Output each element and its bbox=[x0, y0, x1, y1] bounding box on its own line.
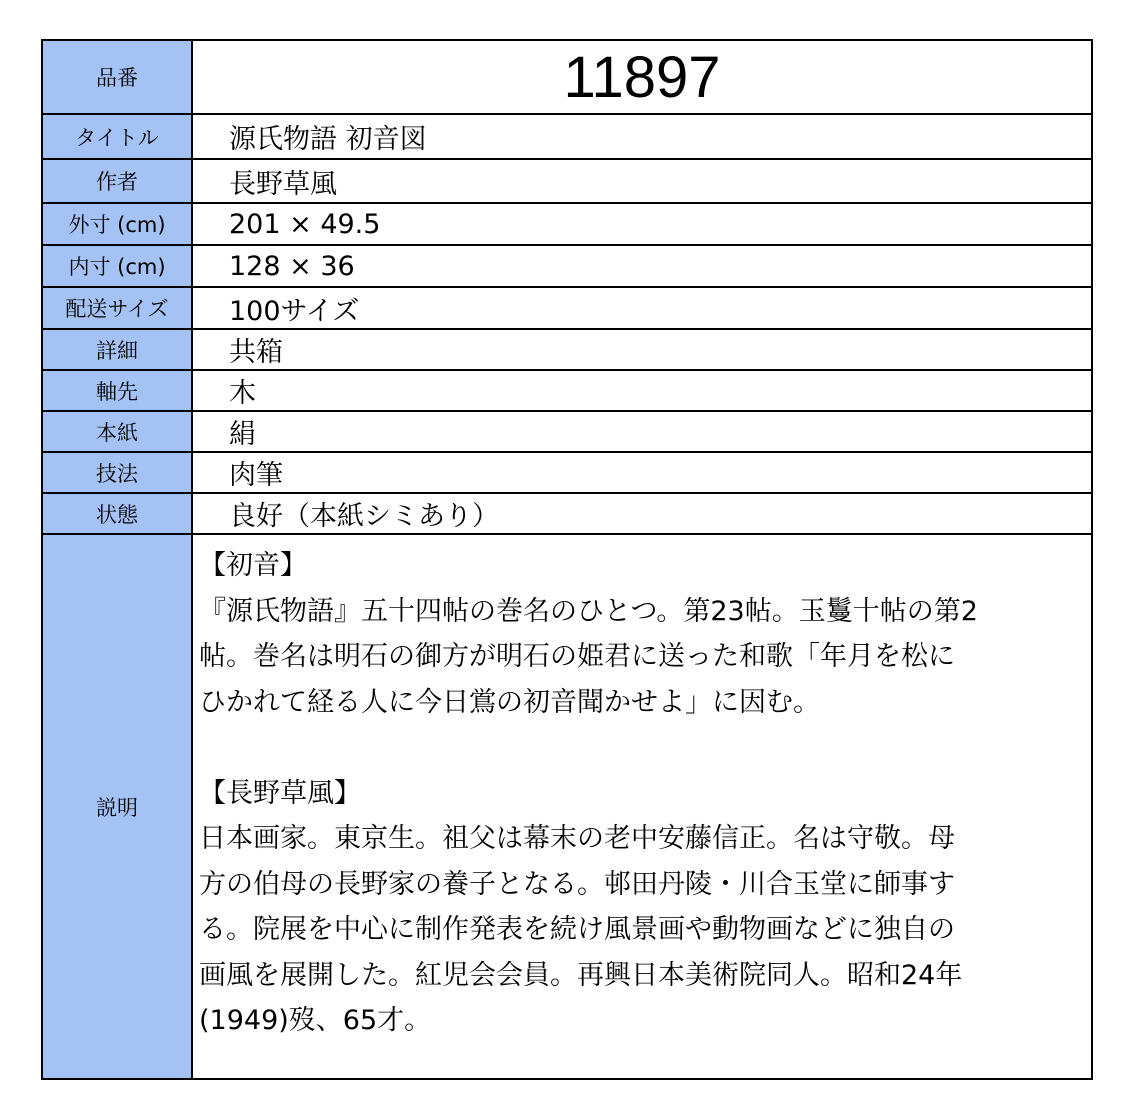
outer-size-label: 外寸 (cm) bbox=[42, 203, 192, 245]
outer-size-value: 201 × 49.5 bbox=[192, 203, 1092, 245]
section2-line: る。院展を中心に制作発表を続け風景画や動物画などに独自の bbox=[199, 914, 955, 945]
row-outer-size bbox=[42, 203, 1092, 245]
paragraph-gap bbox=[199, 725, 1085, 771]
roller-ends-label: 軸先 bbox=[42, 370, 192, 411]
row-shipping-size bbox=[42, 287, 1092, 329]
row-details bbox=[42, 329, 1092, 370]
row-title bbox=[42, 114, 1092, 159]
section1-line: 『源氏物語』五十四帖の巻名のひとつ。第23帖。玉鬘十帖の第2 bbox=[199, 595, 978, 627]
row-roller-ends bbox=[42, 370, 1092, 411]
technique-value: 肉筆 bbox=[192, 452, 1092, 493]
title-value: 源氏物語 初音図 bbox=[192, 114, 1092, 159]
technique-label: 技法 bbox=[42, 452, 192, 493]
section1-line: 帖。巻名は明石の御方が明石の姫君に送った和歌「年月を松に bbox=[199, 641, 955, 672]
condition-label: 状態 bbox=[42, 493, 192, 534]
row-inner-size bbox=[42, 245, 1092, 287]
section2-heading: 【長野草風】 bbox=[199, 777, 361, 809]
section2-line: 方の伯母の長野家の養子となる。邨田丹陵・川合玉堂に師事す bbox=[199, 868, 955, 900]
row-technique bbox=[42, 452, 1092, 493]
inner-size-value: 128 × 36 bbox=[192, 245, 1092, 287]
artist-label: 作者 bbox=[42, 159, 192, 203]
artist-value: 長野草風 bbox=[192, 159, 1092, 203]
row-condition bbox=[42, 493, 1092, 534]
section2-line: (1949)歿、65才。 bbox=[199, 1005, 432, 1036]
base-material-label: 本紙 bbox=[42, 411, 192, 452]
section2-line: 日本画家。東京生。祖父は幕末の老中安藤信正。名は守敬。母 bbox=[199, 823, 955, 854]
inner-size-label: 内寸 (cm) bbox=[42, 245, 192, 287]
product-number-label: 品番 bbox=[42, 40, 192, 114]
section1-heading: 【初音】 bbox=[199, 550, 307, 581]
section1-line: ひかれて経る人に今日鴬の初音聞かせよ」に因む。 bbox=[199, 686, 820, 718]
roller-ends-value: 木 bbox=[192, 370, 1092, 411]
details-value: 共箱 bbox=[192, 329, 1092, 370]
row-base-material bbox=[42, 411, 1092, 452]
shipping-size-label: 配送サイズ bbox=[42, 287, 192, 329]
base-material-value: 絹 bbox=[192, 411, 1092, 452]
product-spec-table bbox=[41, 39, 1093, 1080]
description-body bbox=[192, 534, 1092, 1079]
title-label: タイトル bbox=[42, 114, 192, 159]
section2-line: 画風を展開した。紅児会会員。再興日本美術院同人。昭和24年 bbox=[199, 959, 963, 991]
row-product-number bbox=[42, 40, 1092, 114]
shipping-size-value: 100サイズ bbox=[192, 287, 1092, 329]
description-label: 説明 bbox=[42, 534, 192, 1079]
details-label: 詳細 bbox=[42, 329, 192, 370]
row-artist bbox=[42, 159, 1092, 203]
condition-value: 良好（本紙シミあり） bbox=[192, 493, 1092, 534]
row-description bbox=[42, 534, 1092, 1079]
product-number-value: 11897 bbox=[192, 40, 1092, 114]
